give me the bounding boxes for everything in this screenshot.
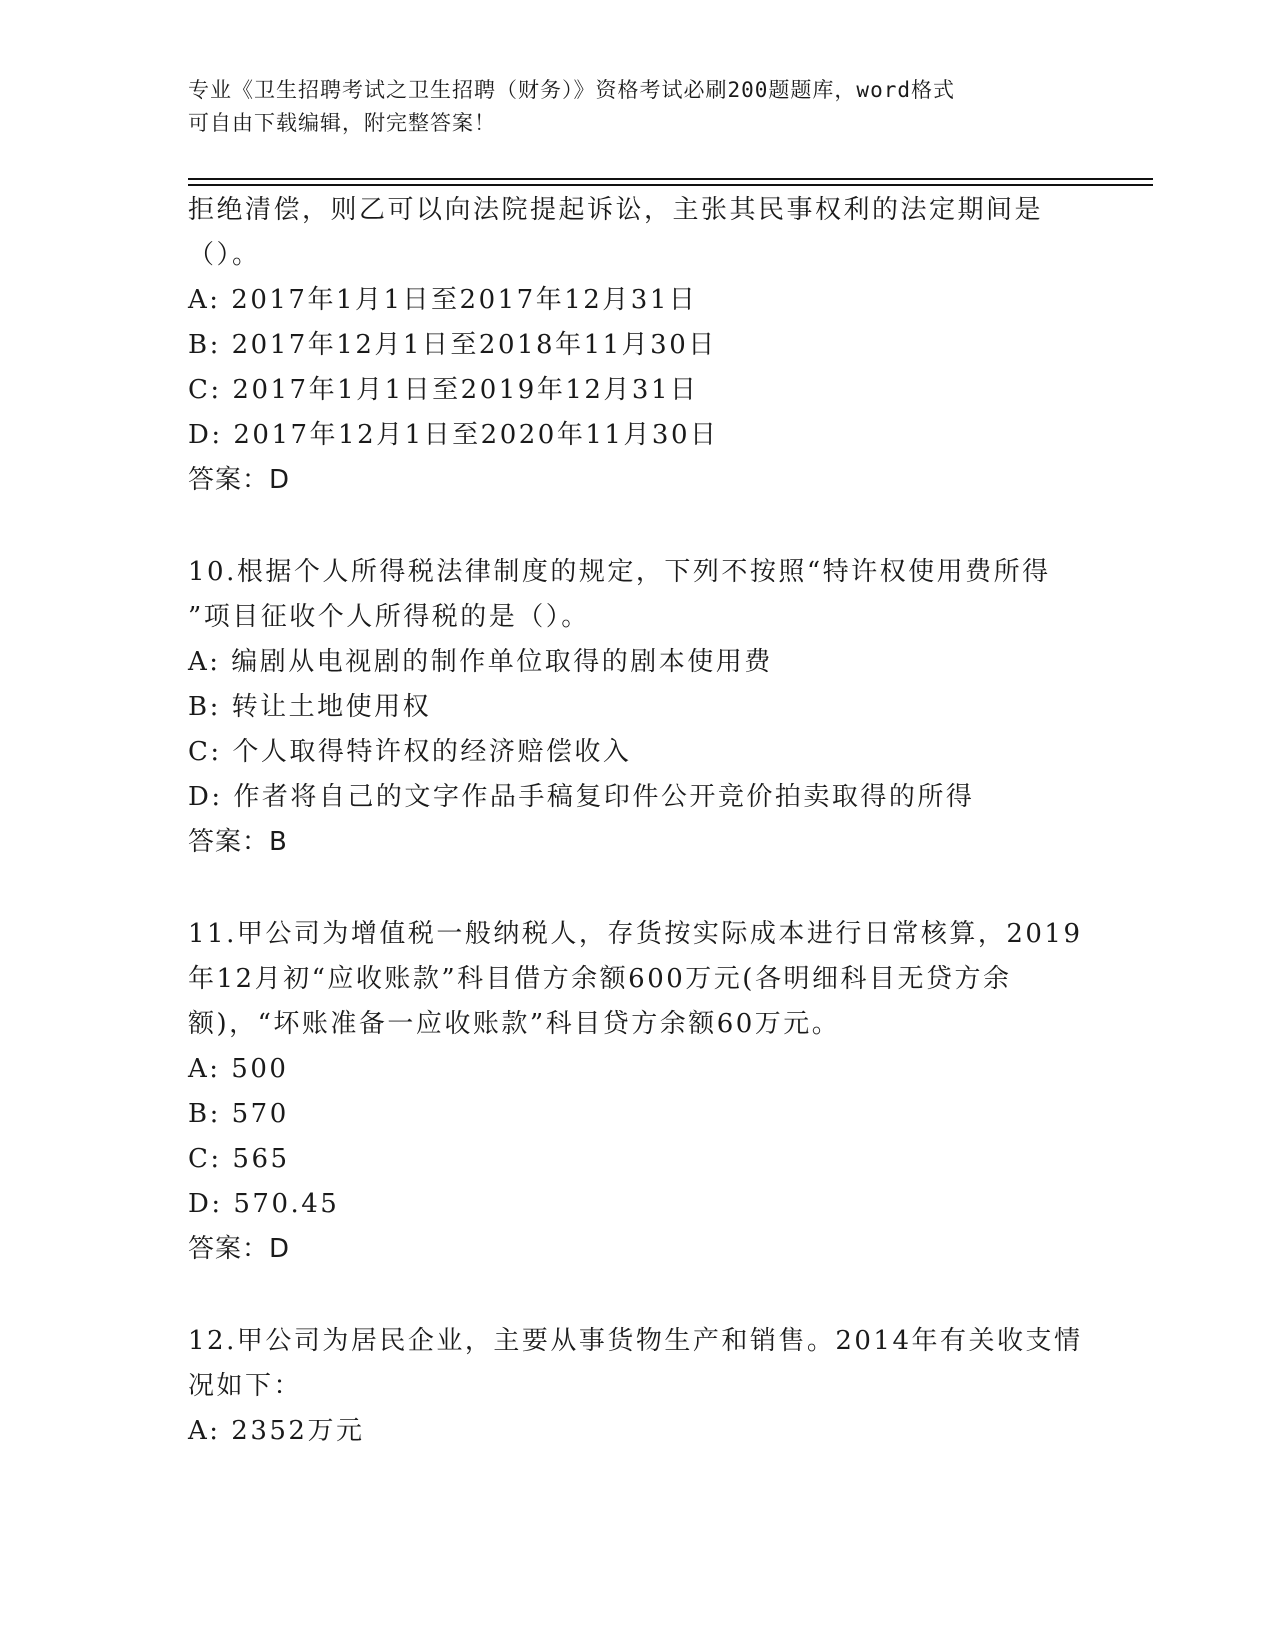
question-12 <box>188 1319 1108 1454</box>
option-a: A: 500 <box>188 1054 289 1084</box>
option-b: B: 2017年12月1日至2018年11月30日 <box>188 330 717 360</box>
question-stem-line: 拒绝清偿，则乙可以向法院提起诉讼，主张其民事权利的法定期间是 <box>188 195 1044 225</box>
question-10 <box>188 550 1108 865</box>
question-stem-line: 12.甲公司为居民企业，主要从事货物生产和销售。2014年有关收支情 <box>188 1326 1083 1356</box>
option-c: C: 565 <box>188 1144 290 1174</box>
option-d: D: 作者将自己的文字作品手稿复印件公开竞价拍卖取得的所得 <box>188 782 975 812</box>
option-d: D: 570.45 <box>188 1189 340 1219</box>
option-a: A: 编剧从电视剧的制作单位取得的剧本使用费 <box>188 647 773 677</box>
option-b: B: 570 <box>188 1099 289 1129</box>
option-a: A: 2352万元 <box>188 1416 365 1446</box>
question-9 <box>188 188 1108 503</box>
option-b: B: 转让土地使用权 <box>188 692 432 722</box>
question-stem-line: ”项目征收个人所得税的是（）。 <box>188 602 590 632</box>
answer-line: 答案：B <box>188 827 288 857</box>
option-c: C: 2017年1月1日至2019年12月31日 <box>188 375 699 405</box>
question-stem-line: 11.甲公司为增值税一般纳税人，存货按实际成本进行日常核算，2019 <box>188 919 1083 949</box>
header-rule-top <box>188 178 1153 180</box>
header-line-2: 可自由下载编辑，附完整答案！ <box>188 111 496 135</box>
question-stem-line: 况如下： <box>188 1371 303 1401</box>
question-stem-line: （）。 <box>188 240 261 270</box>
question-stem-line: 年12月初“应收账款”科目借方余额600万元(各明细科目无贷方余 <box>188 964 1012 994</box>
option-c: C: 个人取得特许权的经济赔偿收入 <box>188 737 632 767</box>
question-stem-line: 额)，“坏账准备一应收账款”科目贷方余额60万元。 <box>188 1009 841 1039</box>
answer-line: 答案：D <box>188 465 291 495</box>
question-list <box>188 188 1108 1454</box>
question-stem-line: 10.根据个人所得税法律制度的规定，下列不按照“特许权使用费所得 <box>188 557 1051 587</box>
header-line-1: 专业《卫生招聘考试之卫生招聘（财务）》资格考试必刷200题题库，word格式 <box>188 78 955 102</box>
option-a: A: 2017年1月1日至2017年12月31日 <box>188 285 698 315</box>
option-d: D: 2017年12月1日至2020年11月30日 <box>188 420 719 450</box>
answer-line: 答案：D <box>188 1234 291 1264</box>
header-rule-bottom <box>188 184 1153 186</box>
question-11 <box>188 912 1108 1272</box>
document-header <box>188 74 1068 140</box>
